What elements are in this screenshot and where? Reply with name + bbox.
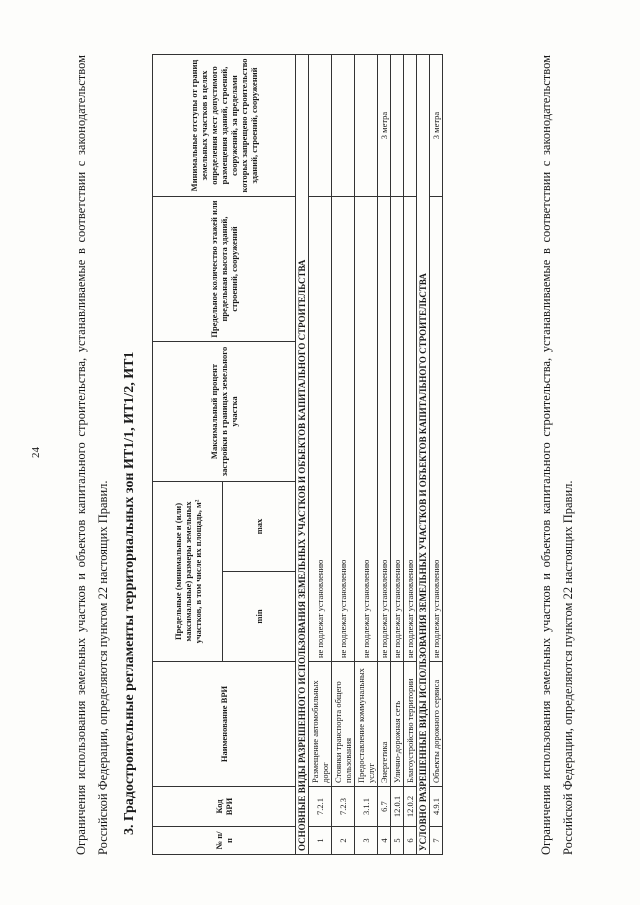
table-row: [430, 55, 443, 855]
cell-code: 7.2.1: [309, 787, 332, 827]
cell-setback: [332, 55, 355, 197]
header-max: max: [223, 482, 296, 572]
table-row: [404, 55, 417, 855]
cell-num: 2: [332, 827, 355, 855]
cell-num: 7: [430, 827, 443, 855]
section-main-label: ОСНОВНЫЕ ВИДЫ РАЗРЕШЕННОГО ИСПОЛЬЗОВАНИЯ ЗЕМЕЛЬНЫХ УЧАСТКОВ И ОБЪЕКТОВ КАПИТАЛЬНОГО СТРОИТЕЛЬСТВА: [296, 55, 309, 855]
cell-name: Улично-дорожная сеть: [391, 662, 404, 787]
table-row: [378, 55, 391, 855]
cell-num: 3: [355, 827, 378, 855]
table-row: [332, 55, 355, 855]
table-row: [309, 55, 332, 855]
cell-setback: [309, 55, 332, 197]
header-setback: Минимальные отступы от границ земельных участков в целях определения мест допустимого размещения зданий, строений, сооружений, за пределами которых запрещено строительство зданий, строений, сооружений: [153, 55, 296, 197]
rotated-page-content: [30, 30, 610, 875]
page-number: 24: [30, 447, 42, 458]
cell-size: не подлежат установлению: [378, 197, 391, 662]
cell-size: не подлежат установлению: [309, 197, 332, 662]
table-row: [391, 55, 404, 855]
section-conditional-label: УСЛОВНО РАЗРЕШЕННЫЕ ВИДЫ ИСПОЛЬЗОВАНИЯ ЗЕМЕЛЬНЫХ УЧАСТКОВ И ОБЪЕКТОВ КАПИТАЛЬНОГО СТРОИТЕЛЬСТВА: [417, 55, 430, 855]
cell-size: не подлежат установлению: [355, 197, 378, 662]
header-name: Наименование ВРИ: [153, 662, 296, 787]
table-row: [355, 55, 378, 855]
section-row-main: [296, 55, 309, 855]
restrictions-paragraph-top: Ограничения использования земельных участков и объектов капитального строительства, устанавливаемые в соответствии с законодательством Российской Федерации, определяются пунктом 22 настоящих Правил.: [74, 55, 110, 855]
table-header-row: [153, 55, 223, 855]
cell-setback: 3 метра: [378, 55, 391, 197]
cell-name: Объекты дорожного сервиса: [430, 662, 443, 787]
cell-num: 4: [378, 827, 391, 855]
cell-code: 6.7: [378, 787, 391, 827]
header-floors: Предельное количество этажей или предельная высота зданий, строений, сооружений: [153, 197, 296, 342]
cell-num: 6: [404, 827, 417, 855]
header-min: min: [223, 572, 296, 662]
cell-name: Предоставление коммунальных услуг: [355, 662, 378, 787]
cell-code: 3.1.1: [355, 787, 378, 827]
cell-code: 12.0.1: [391, 787, 404, 827]
cell-name: Энергетика: [378, 662, 391, 787]
cell-name: Размещение автомобильных дорог: [309, 662, 332, 787]
cell-code: 4.9.1: [430, 787, 443, 827]
header-percent: Максимальный процент застройки в границах земельного участка: [153, 342, 296, 482]
cell-code: 12.0.2: [404, 787, 417, 827]
cell-num: 5: [391, 827, 404, 855]
section-heading: 3. Градостроительные регламенты территориальных зон ИТ1/1, ИТ1/2, ИТ1: [122, 351, 137, 835]
cell-name: Благоустройство территории: [404, 662, 417, 787]
cell-code: 7.2.3: [332, 787, 355, 827]
header-num: № п/п: [153, 827, 296, 855]
cell-size: не подлежат установлению: [391, 197, 404, 662]
section-row-conditional: [417, 55, 430, 855]
cell-setback: 3 метра: [430, 55, 443, 197]
cell-size: не подлежат установлению: [404, 197, 417, 662]
cell-name: Стоянки транспорта общего пользования: [332, 662, 355, 787]
header-code: Код ВРИ: [153, 787, 296, 827]
cell-setback: [404, 55, 417, 197]
cell-setback: [355, 55, 378, 197]
cell-size: не подлежат установлению: [332, 197, 355, 662]
cell-setback: [391, 55, 404, 197]
regulations-table: [152, 54, 443, 855]
cell-num: 1: [309, 827, 332, 855]
header-size: Предельные (минимальные и (или) максимальные) размеры земельных участков, в том числе их площадь, м²: [153, 482, 223, 662]
cell-size: не подлежат установлению: [430, 197, 443, 662]
restrictions-paragraph-bottom: Ограничения использования земельных участков и объектов капитального строительства, устанавливаемые в соответствии с законодательством Российской Федерации, определяются пунктом 22 настоящих Правил.: [539, 55, 575, 855]
